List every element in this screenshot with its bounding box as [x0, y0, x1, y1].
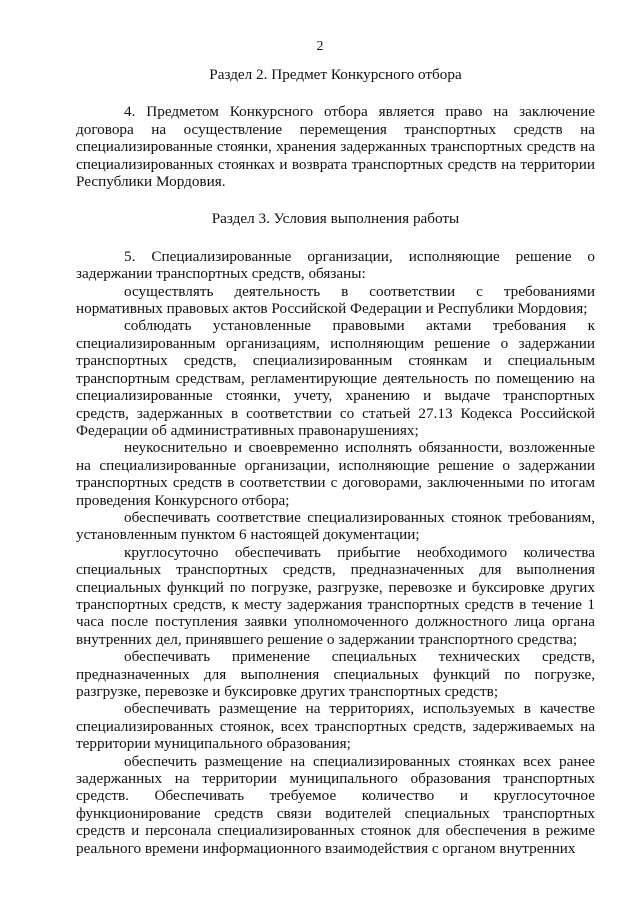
- obligation-item: обеспечивать применение специальных технических средств, предназначенных для выполнения специальных функций по погрузке, разгрузке, перевозке и буксировке других транспортных средств;: [76, 648, 595, 700]
- obligation-item: обеспечить размещение на специализированных стоянках всех ранее задержанных на территории муниципального образования транспортных средств. Обеспечивать требуемое количество и круглосуточное функционирование средств связи водителей специальных транспортных средств и персонала специализированных стоянок для обеспечения в режиме реального времени информационного взаимодействия с органом внутренних: [76, 752, 595, 857]
- section-2-heading: Раздел 2. Предмет Конкурсного отбора: [209, 66, 462, 83]
- obligation-item: обеспечивать размещение на территориях, используемых в качестве специализированных стоянок, всех транспортных средств, задерживаемых на территории муниципального образования;: [76, 700, 595, 753]
- paragraph-4: 4. Предметом Конкурсного отбора является право на заключение договора на осуществление перемещения транспортных средств на специализированные стоянки, хранения задержанных транспортных средств на специализированных стоянках и возврата транспортных средств на территории Республики Мордовия.: [76, 103, 595, 191]
- obligation-item: соблюдать установленные правовыми актами требования к специализированным организациям, исполняющим решение о задержании транспортных средств, специализированным стоянкам и специальным транспортным средствам, регламентирующие деятельность по помещению на специализированные стоянки, учету, хранению и выдаче транспортных средств, задержанных в соответствии со статьей 27.13 Кодекса Российской Федерации об административных правонарушениях;: [76, 317, 595, 439]
- section-3-heading: Раздел 3. Условия выполнения работы: [211, 210, 460, 228]
- obligation-item: осуществлять деятельность в соответствии с требованиями нормативных правовых актов Российской Федерации и Республики Мордовия;: [76, 282, 595, 318]
- page-number: 2: [316, 39, 324, 54]
- document-body: [76, 66, 595, 857]
- obligation-item: обеспечивать соответствие специализированных стоянок требованиям, установленным пунктом 6 настоящей документации;: [76, 508, 595, 544]
- obligation-item: круглосуточно обеспечивать прибытие необходимого количества специальных транспортных средств, предназначенных для выполнения специальных функций по погрузке, разгрузке, перевозке и буксировке других транспортных средств, к месту задержания транспортных средств в течение 1 часа после поступления заявки уполномоченного должностного лица органа внутренних дел, принявшего решение о задержании транспортного средства;: [76, 543, 595, 648]
- paragraph-5: 5. Специализированные организации, исполняющие решение о задержании транспортных средств, обязаны:: [76, 247, 595, 283]
- obligation-item: неукоснительно и своевременно исполнять обязанности, возложенные на специализированные организации, исполняющие решение о задержании транспортных средств в соответствии с договорами, заключенными по итогам проведения Конкурсного отбора;: [76, 439, 595, 509]
